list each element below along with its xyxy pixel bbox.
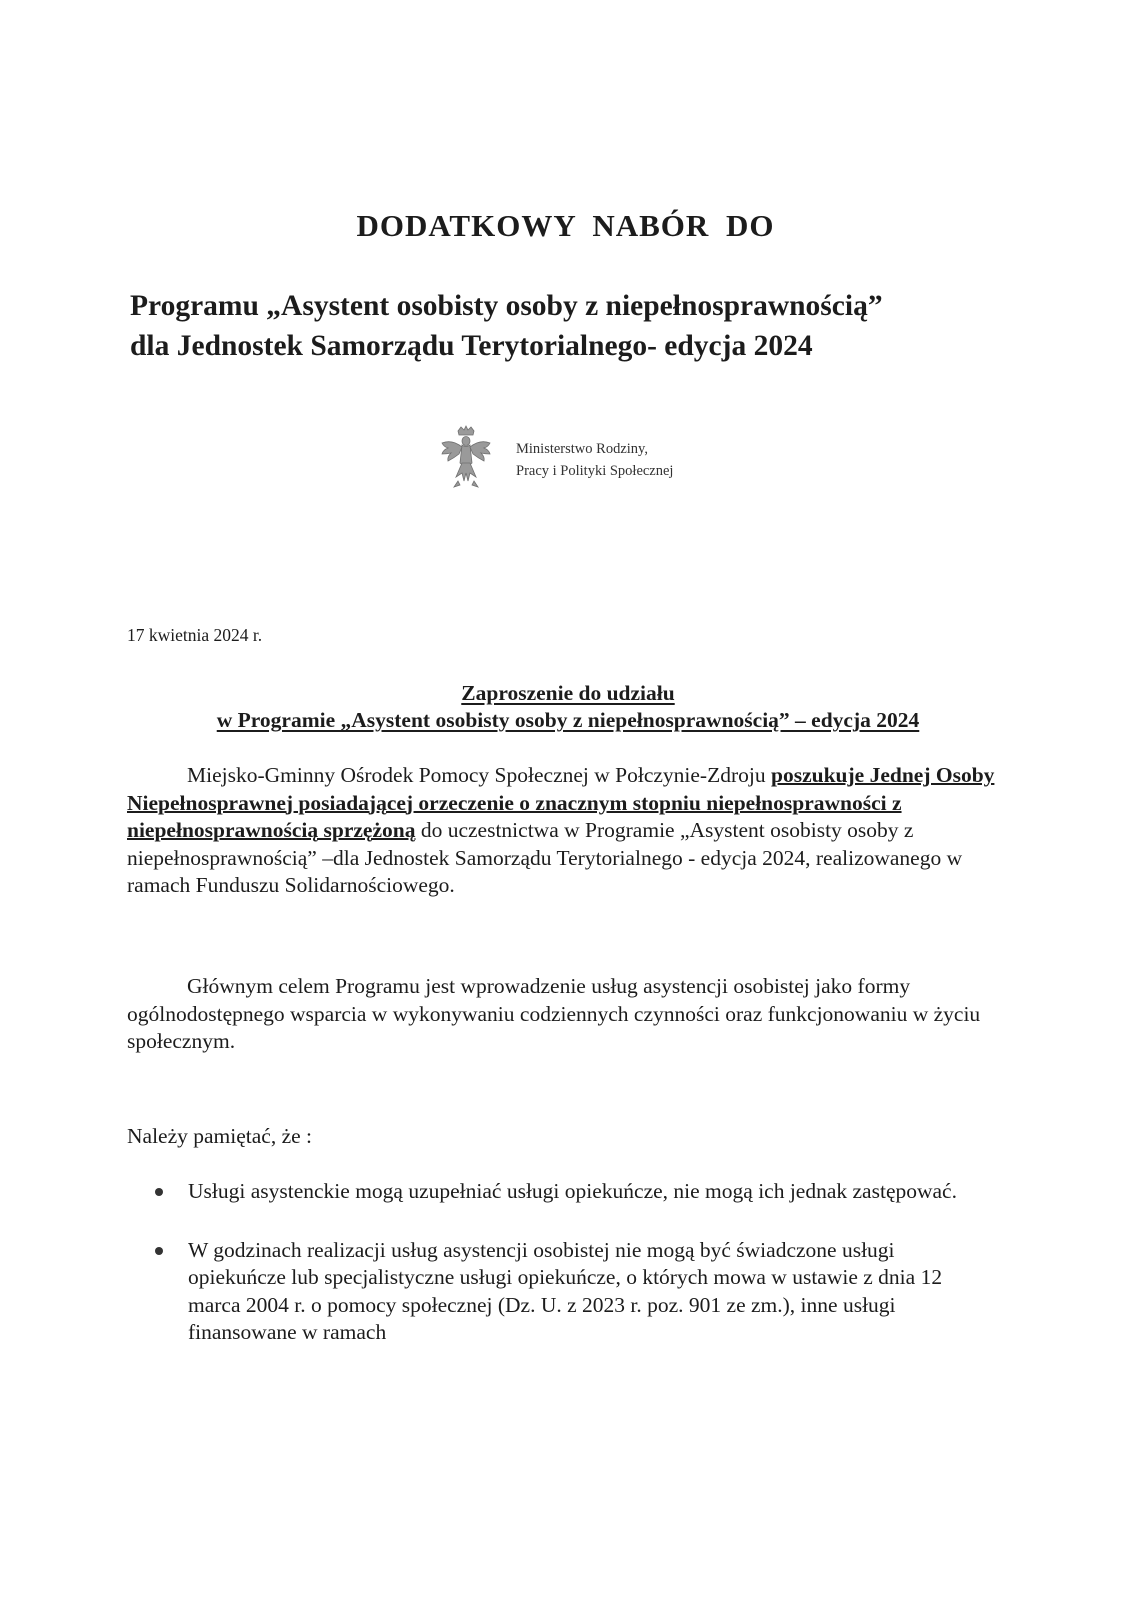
list-item-text: Usługi asystenckie mogą uzupełniać usługi opiekuńcze, nie mogą ich jednak zastępować.: [188, 1179, 957, 1203]
document-date: 17 kwietnia 2024 r.: [127, 625, 263, 645]
invitation-line1: Zaproszenie do udziału: [461, 681, 675, 705]
requirements-list: [155, 1178, 975, 1378]
paragraph-recruitment: [127, 762, 1017, 900]
invitation-heading: [128, 680, 1008, 734]
polish-eagle-emblem-icon: [436, 425, 496, 495]
paragraph-program-goal-text: Głównym celem Programu jest wprowadzenie usług asystencji osobistej jako formy ogólnodostępnego wsparcia w wykonywaniu codziennych czynności oraz funkcjonowaniu w życiu społecznym.: [127, 974, 981, 1053]
program-title-line2: dla Jednostek Samorządu Terytorialnego- edycja 2024: [130, 330, 813, 362]
document-title: DODATKOWY NABÓR DO: [356, 208, 775, 243]
program-title: [130, 286, 1010, 366]
invitation-line2: w Programie „Asystent osobisty osoby z niepełnosprawnością” – edycja 2024: [216, 708, 920, 732]
paragraph-recruitment-intro: Miejsko-Gminny Ośrodek Pomocy Społecznej w Połczynie-Zdroju: [187, 763, 766, 787]
list-item: [155, 1178, 975, 1206]
list-item: [155, 1237, 975, 1347]
list-item-text: W godzinach realizacji usług asystencji osobistej nie mogą być świadczone usługi opiekuńcze lub specjalistyczne usługi opiekuńcze, o których mowa w ustawie z dnia 12 marca 2004 r. o pomocy społecznej (Dz. U. z 2023 r. poz. 901 ze zm.), inne usługi finansowane w ramach: [188, 1237, 943, 1344]
ministry-name-line1: Ministerstwo Rodziny,: [516, 441, 648, 457]
paragraph-recruitment-rest: do uczestnictwa w Programie „Asystent osobisty osoby z niepełnosprawnością” –dla Jednostek Samorządu Terytorialnego - edycja 2024, realizowanego w ramach Funduszu Solidarnościowego.: [127, 818, 963, 897]
ministry-logo: [436, 425, 726, 495]
bullet-icon: [155, 1188, 163, 1196]
note-intro: Należy pamiętać, że :: [127, 1124, 313, 1148]
paragraph-program-goal: [127, 973, 1017, 1056]
bullet-icon: [155, 1247, 163, 1255]
ministry-name-line2: Pracy i Polityki Społecznej: [516, 463, 674, 479]
paragraph-recruitment-emphasis: poszukuje Jednej Osoby Niepełnosprawnej posiadającej orzeczenie o znacznym stopniu niepełnosprawności z niepełnosprawnością sprzężoną: [127, 763, 995, 842]
program-title-line1: Programu „Asystent osobisty osoby z niepełnosprawnością”: [130, 290, 883, 322]
